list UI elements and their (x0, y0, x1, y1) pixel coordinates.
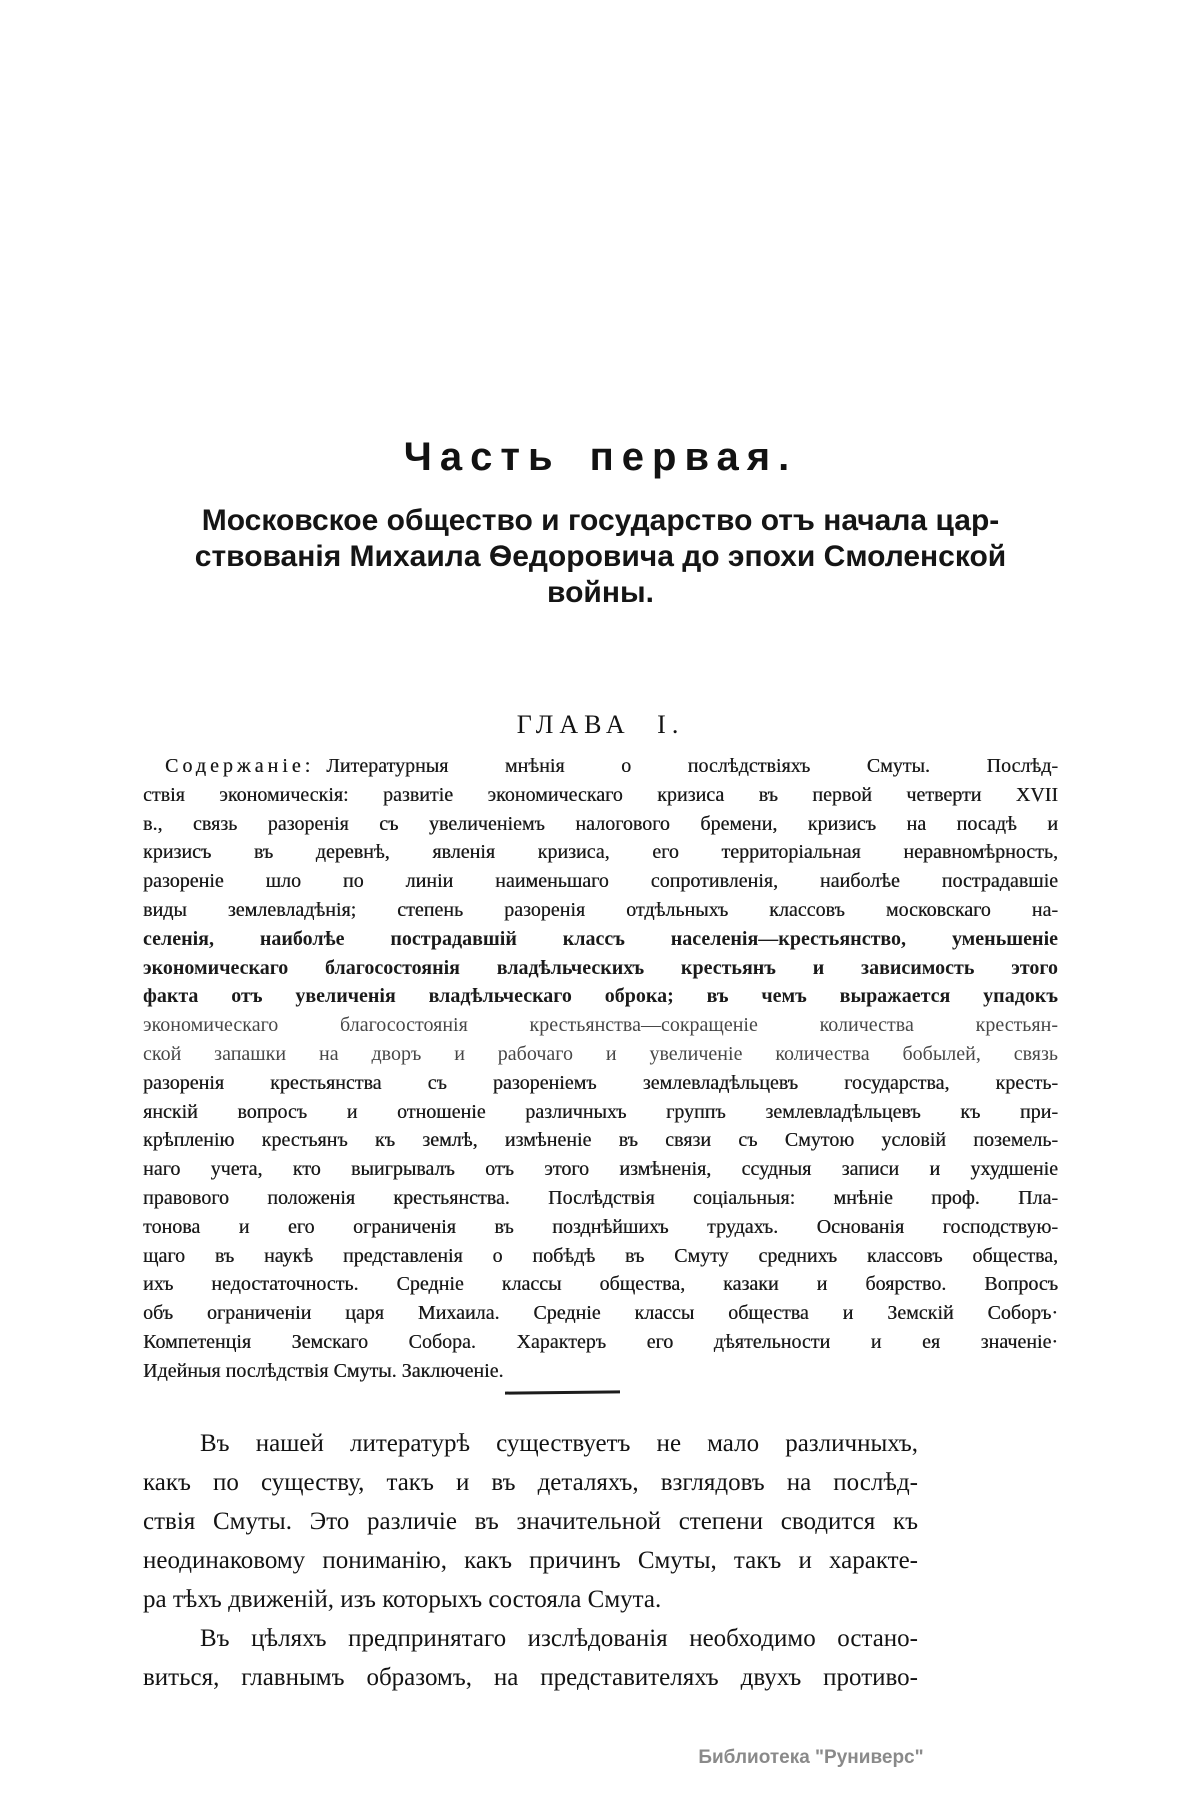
text-line: янскій вопросъ и отношеніе различныхъ группъ землевладѣльцевъ къ при- (143, 1100, 1058, 1123)
text-line: правового положенія крестьянства. Послѣдствія соціальныя: мнѣніе проф. Пла- (143, 1186, 1058, 1209)
part-subtitle (143, 503, 1058, 611)
chapter-summary (143, 752, 1058, 1386)
text-line: кризисъ въ деревнѣ, явленія кризиса, его территоріальная неравномѣрность, (143, 841, 1058, 864)
text-line: объ ограниченіи царя Михаила. Средніе классы общества и Земскій Соборъ· (143, 1302, 1058, 1325)
paragraph (143, 1619, 918, 1697)
text-line: разореніе шло по линіи наименьшаго сопротивленія, наиболѣе пострадавшіе (143, 870, 1058, 893)
summary-label: Содержаніе: (165, 755, 315, 777)
text-line: разоренія крестьянства съ разореніемъ землевладѣльцевъ государства, кресть- (143, 1071, 1058, 1094)
text-line: ской запашки на дворъ и рабочаго и увеличеніе количества бобылей, связь (143, 1042, 1058, 1065)
text-line: ствія Смуты. Это различіе въ значительной степени сводится къ (143, 1507, 918, 1535)
text-line: наго учета, кто выигрывалъ отъ этого измѣненія, ссудныя записи и ухудшеніе (143, 1158, 1058, 1181)
summary-lines (143, 781, 1058, 1386)
summary-first-line-text: Литературныя мнѣнія о послѣдствіяхъ Смуты. Послѣд- (326, 755, 1058, 777)
library-watermark: Библиотека "Руниверс" (698, 1747, 924, 1768)
text-line: какъ по существу, такъ и въ деталяхъ, взглядовъ на послѣд- (143, 1468, 918, 1496)
text-line: ствія экономическія: развитіе экономическаго кризиса въ первой четверти XVII (143, 783, 1058, 806)
text-line: Въ нашей литературѣ существуетъ не мало различныхъ, (200, 1429, 918, 1457)
text-line: тонова и его ограниченія въ позднѣйшихъ трудахъ. Основанія господствую- (143, 1215, 1058, 1238)
text-line: факта отъ увеличенія владѣльческаго оброка; въ чемъ выражается упадокъ (143, 985, 1058, 1008)
text-line: селенія, наиболѣе пострадавшій классъ населенія—крестьянство, уменьшеніе (143, 927, 1058, 950)
text-line: щаго въ наукѣ представленія о побѣдѣ въ Смуту среднихъ классовъ общества, (143, 1244, 1058, 1267)
text-line: в., связь разоренія съ увеличеніемъ налогового бремени, кризисъ на посадѣ и (143, 812, 1058, 835)
text-line: ра тѣхъ движеній, изъ которыхъ состояла Смута. (143, 1585, 662, 1613)
text-line: Въ цѣляхъ предпринятаго изслѣдованія необходимо остано- (200, 1624, 918, 1652)
text-line: виды землевладѣнія; степень разоренія отдѣльныхъ классовъ московскаго на- (143, 898, 1058, 921)
paragraph (143, 1424, 918, 1619)
part-title: Часть первая. (403, 435, 798, 479)
part-subtitle-line: ствованія Михаила Ѳедоровича до эпохи Смоленской (194, 540, 1007, 573)
chapter-heading: ГЛАВА I. (516, 710, 685, 739)
text-line: крѣпленію крестьянъ къ землѣ, измѣненіе въ связи съ Смутою условій поземель- (143, 1129, 1058, 1152)
section-divider (505, 1390, 620, 1394)
body-text (143, 1424, 918, 1697)
part-subtitle-line: войны. (547, 576, 654, 609)
text-line: ихъ недостаточность. Средніе классы общества, казаки и боярство. Вопросъ (143, 1273, 1058, 1296)
text-line: Компетенція Земскаго Собора. Характеръ его дѣятельности и ея значеніе· (143, 1330, 1058, 1353)
part-subtitle-line: Московское общество и государство отъ начала цар- (201, 504, 1000, 537)
text-line: виться, главнымъ образомъ, на представителяхъ двухъ противо- (143, 1663, 918, 1691)
text-block (143, 0, 1058, 1697)
summary-first-line (143, 752, 1058, 781)
text-line: неодинаковому пониманію, какъ причинъ Смуты, такъ и характе- (143, 1546, 918, 1574)
text-line: экономическаго благосостоянія крестьянства—сокращеніе количества крестьян- (143, 1014, 1058, 1037)
text-line: экономическаго благосостоянія владѣльческихъ крестьянъ и зависимость этого (143, 956, 1058, 979)
text-line: Идейныя послѣдствія Смуты. Заключеніе. (143, 1359, 504, 1382)
